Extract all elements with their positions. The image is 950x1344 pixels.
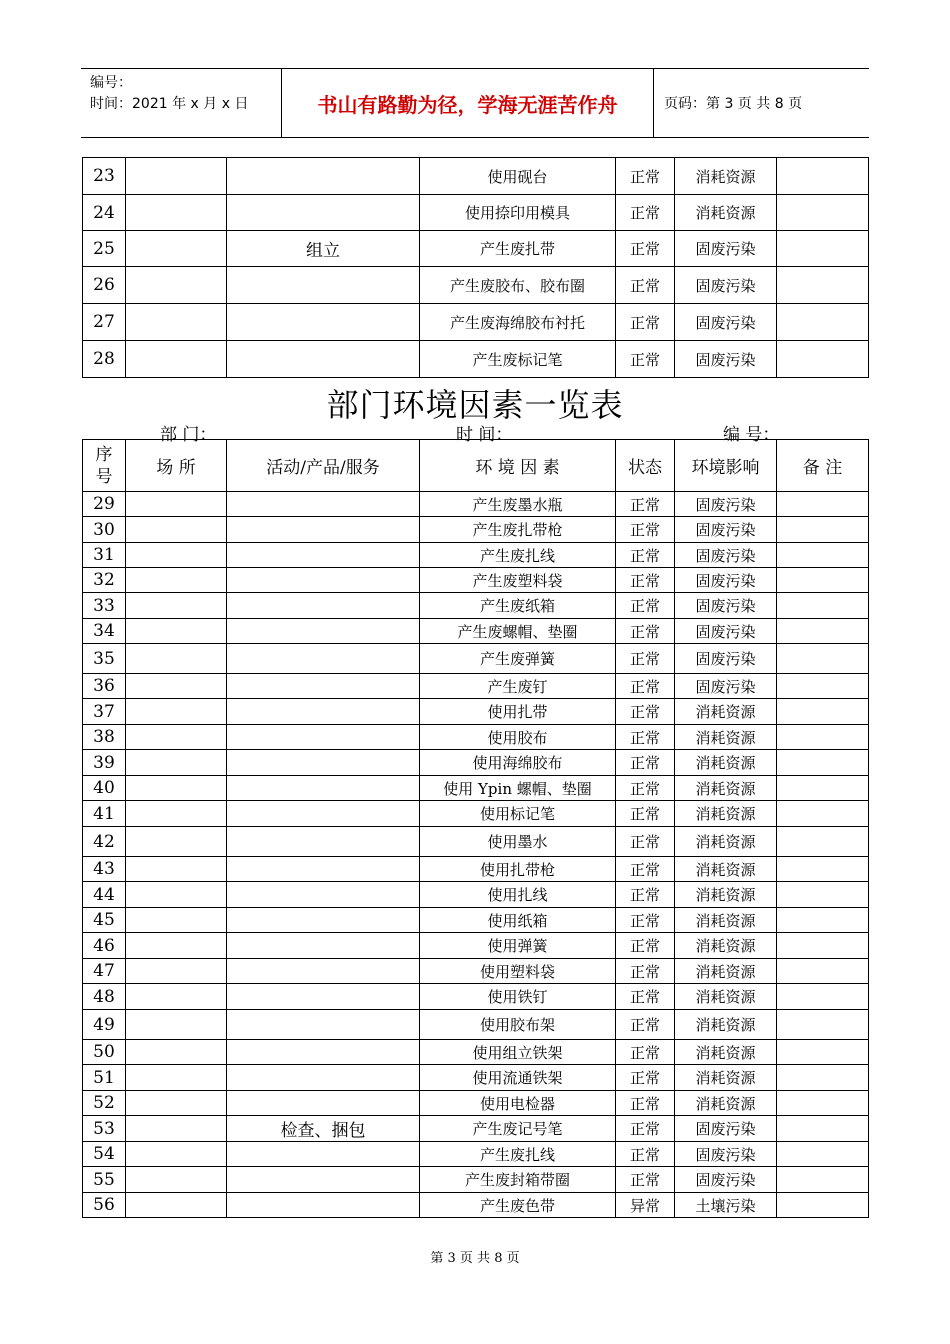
row-impact: 消耗资源 [675, 776, 777, 801]
row-impact: 固废污染 [675, 517, 777, 543]
row-status: 正常 [616, 801, 675, 827]
row-status: 正常 [616, 267, 675, 304]
row-factor: 使用扎线 [420, 882, 616, 908]
row-activity [227, 341, 420, 378]
row-status: 正常 [616, 1040, 675, 1065]
row-number: 56 [83, 1193, 126, 1218]
row-number: 24 [83, 195, 126, 231]
row-impact: 固废污染 [675, 492, 777, 517]
row-number: 50 [83, 1040, 126, 1065]
row-place [126, 644, 227, 674]
table-row [83, 1091, 869, 1116]
row-number: 43 [83, 857, 126, 882]
row-impact: 消耗资源 [675, 827, 777, 857]
row-activity [227, 619, 420, 644]
table-row [83, 959, 869, 984]
row-place [126, 158, 227, 195]
row-impact: 消耗资源 [675, 1091, 777, 1116]
row-factor: 产生废色带 [420, 1193, 616, 1218]
row-note [777, 492, 869, 517]
row-status: 正常 [616, 882, 675, 908]
row-status: 正常 [616, 1065, 675, 1091]
row-number: 55 [83, 1167, 126, 1193]
row-number: 32 [83, 568, 126, 593]
row-note [777, 543, 869, 568]
page-title: 部门环境因素一览表 [326, 386, 624, 424]
row-status: 正常 [616, 304, 675, 341]
row-activity [227, 933, 420, 959]
row-impact: 固废污染 [675, 1116, 777, 1142]
table-row [83, 619, 869, 644]
row-activity [227, 908, 420, 933]
row-note [777, 304, 869, 341]
row-factor: 产生废螺帽、垫圈 [420, 619, 616, 644]
row-note [777, 619, 869, 644]
row-factor: 产生废扎线 [420, 543, 616, 568]
row-factor: 产生废扎线 [420, 1142, 616, 1167]
row-impact: 消耗资源 [675, 195, 777, 231]
row-activity [227, 750, 420, 776]
row-status: 正常 [616, 933, 675, 959]
row-place [126, 619, 227, 644]
row-activity [227, 568, 420, 593]
row-note [777, 568, 869, 593]
row-impact: 消耗资源 [675, 959, 777, 984]
row-impact: 土壤污染 [675, 1193, 777, 1218]
row-number: 39 [83, 750, 126, 776]
row-place [126, 674, 227, 699]
row-impact: 固废污染 [675, 341, 777, 378]
row-note [777, 1142, 869, 1167]
row-number: 34 [83, 619, 126, 644]
row-factor: 产生废标记笔 [420, 341, 616, 378]
row-impact: 消耗资源 [675, 984, 777, 1010]
row-place [126, 195, 227, 231]
row-status: 正常 [616, 619, 675, 644]
table-row [83, 933, 869, 959]
row-activity [227, 593, 420, 619]
header-factor: 环 境 因 素 [420, 440, 616, 492]
row-number: 33 [83, 593, 126, 619]
row-factor: 使用墨水 [420, 827, 616, 857]
row-activity [227, 699, 420, 725]
row-number: 40 [83, 776, 126, 801]
row-status: 正常 [616, 908, 675, 933]
row-note [777, 644, 869, 674]
page-footer: 第 3 页 共 8 页 [430, 1251, 520, 1266]
row-activity [227, 158, 420, 195]
row-note [777, 1010, 869, 1040]
row-place [126, 231, 227, 267]
row-number: 28 [83, 341, 126, 378]
row-note [777, 959, 869, 984]
row-note [777, 517, 869, 543]
row-activity: 检查、捆包 [227, 1116, 420, 1142]
row-number: 51 [83, 1065, 126, 1091]
row-activity [227, 959, 420, 984]
row-activity [227, 882, 420, 908]
row-status: 正常 [616, 1142, 675, 1167]
row-note [777, 341, 869, 378]
row-status: 正常 [616, 959, 675, 984]
row-factor: 使用砚台 [420, 158, 616, 195]
row-activity [227, 304, 420, 341]
row-factor: 使用流通铁架 [420, 1065, 616, 1091]
row-note [777, 1040, 869, 1065]
row-status: 正常 [616, 1116, 675, 1142]
row-status: 正常 [616, 827, 675, 857]
row-factor: 产生废海绵胶布衬托 [420, 304, 616, 341]
table-row [83, 517, 869, 543]
table-row [83, 801, 869, 827]
page-header [81, 68, 869, 138]
row-place [126, 593, 227, 619]
row-number: 27 [83, 304, 126, 341]
row-impact: 消耗资源 [675, 933, 777, 959]
table-row [83, 1010, 869, 1040]
row-status: 正常 [616, 750, 675, 776]
row-place [126, 341, 227, 378]
table-row [83, 158, 869, 195]
row-status: 正常 [616, 341, 675, 378]
row-place [126, 492, 227, 517]
row-factor: 产生废胶布、胶布圈 [420, 267, 616, 304]
row-place [126, 1010, 227, 1040]
row-note [777, 857, 869, 882]
table-row [83, 1065, 869, 1091]
table-row [83, 304, 869, 341]
row-note [777, 933, 869, 959]
row-number: 25 [83, 231, 126, 267]
table-row [83, 1040, 869, 1065]
row-place [126, 984, 227, 1010]
row-place [126, 1040, 227, 1065]
row-place [126, 933, 227, 959]
row-impact: 固废污染 [675, 1167, 777, 1193]
row-activity [227, 1040, 420, 1065]
row-note [777, 1065, 869, 1091]
row-activity [227, 1167, 420, 1193]
row-status: 正常 [616, 1091, 675, 1116]
row-status: 异常 [616, 1193, 675, 1218]
row-activity [227, 1065, 420, 1091]
row-number: 31 [83, 543, 126, 568]
table-row [83, 195, 869, 231]
row-factor: 使用电检器 [420, 1091, 616, 1116]
row-note [777, 699, 869, 725]
table-row [83, 882, 869, 908]
row-status: 正常 [616, 984, 675, 1010]
row-place [126, 517, 227, 543]
row-note [777, 827, 869, 857]
row-place [126, 1167, 227, 1193]
row-factor: 使用塑料袋 [420, 959, 616, 984]
date-label: 时间：2021 年 x 月 x 日 [90, 96, 249, 112]
number-label: 编号： [90, 75, 132, 91]
row-note [777, 725, 869, 750]
row-impact: 消耗资源 [675, 725, 777, 750]
table-row [83, 827, 869, 857]
row-number: 49 [83, 1010, 126, 1040]
row-impact: 固废污染 [675, 231, 777, 267]
row-number: 36 [83, 674, 126, 699]
row-impact: 固废污染 [675, 1142, 777, 1167]
row-impact: 消耗资源 [675, 801, 777, 827]
row-place [126, 267, 227, 304]
row-number: 47 [83, 959, 126, 984]
row-status: 正常 [616, 568, 675, 593]
row-note [777, 1091, 869, 1116]
row-note [777, 776, 869, 801]
row-status: 正常 [616, 1010, 675, 1040]
row-impact: 固废污染 [675, 619, 777, 644]
table-row [83, 674, 869, 699]
header-motto: 书山有路勤为径，学海无涯苦作舟 [281, 69, 654, 137]
row-note [777, 882, 869, 908]
row-impact: 消耗资源 [675, 908, 777, 933]
row-place [126, 304, 227, 341]
table-header-row [83, 440, 869, 492]
table-row [83, 857, 869, 882]
header-note: 备 注 [777, 440, 869, 492]
table-row [83, 341, 869, 378]
row-impact: 消耗资源 [675, 158, 777, 195]
table-row [83, 568, 869, 593]
row-impact: 固废污染 [675, 593, 777, 619]
row-note [777, 908, 869, 933]
row-status: 正常 [616, 857, 675, 882]
row-activity [227, 195, 420, 231]
row-number: 45 [83, 908, 126, 933]
row-place [126, 725, 227, 750]
row-impact: 固废污染 [675, 267, 777, 304]
dept-label: 部 门： [160, 425, 217, 445]
row-impact: 消耗资源 [675, 1010, 777, 1040]
table-row [83, 908, 869, 933]
row-status: 正常 [616, 1167, 675, 1193]
row-activity [227, 1091, 420, 1116]
row-impact: 消耗资源 [675, 1040, 777, 1065]
row-note [777, 593, 869, 619]
row-activity [227, 674, 420, 699]
row-activity [227, 725, 420, 750]
header-activity: 活动/产品/服务 [227, 440, 420, 492]
table-row [83, 1142, 869, 1167]
table-row [83, 231, 869, 267]
row-note [777, 158, 869, 195]
factor-table-continued [82, 157, 869, 378]
row-place [126, 801, 227, 827]
row-activity [227, 827, 420, 857]
row-note [777, 1193, 869, 1218]
row-impact: 消耗资源 [675, 750, 777, 776]
table-row [83, 699, 869, 725]
row-place [126, 750, 227, 776]
row-activity: 组立 [227, 231, 420, 267]
row-activity [227, 1010, 420, 1040]
row-place [126, 959, 227, 984]
time-label: 时 间： [456, 425, 513, 445]
row-status: 正常 [616, 776, 675, 801]
row-factor: 使用纸箱 [420, 908, 616, 933]
page-number-label: 页码：第 3 页 共 8 页 [664, 96, 803, 112]
row-place [126, 908, 227, 933]
row-status: 正常 [616, 674, 675, 699]
row-factor: 使用扎带枪 [420, 857, 616, 882]
row-impact: 固废污染 [675, 304, 777, 341]
row-activity [227, 492, 420, 517]
row-impact: 固废污染 [675, 674, 777, 699]
row-place [126, 543, 227, 568]
row-place [126, 776, 227, 801]
row-place [126, 568, 227, 593]
row-status: 正常 [616, 593, 675, 619]
row-factor: 产生废记号笔 [420, 1116, 616, 1142]
table-row [83, 1167, 869, 1193]
row-note [777, 984, 869, 1010]
row-impact: 消耗资源 [675, 882, 777, 908]
row-factor: 产生废墨水瓶 [420, 492, 616, 517]
row-note [777, 750, 869, 776]
table-row [83, 984, 869, 1010]
header-impact: 环境影响 [675, 440, 777, 492]
row-number: 46 [83, 933, 126, 959]
row-note [777, 1167, 869, 1193]
row-factor: 使用胶布架 [420, 1010, 616, 1040]
row-place [126, 882, 227, 908]
table-row [83, 593, 869, 619]
row-status: 正常 [616, 158, 675, 195]
table-row [83, 776, 869, 801]
row-factor: 使用扎带 [420, 699, 616, 725]
header-no: 序号 [83, 440, 126, 492]
row-number: 30 [83, 517, 126, 543]
row-factor: 产生废纸箱 [420, 593, 616, 619]
row-factor: 产生废扎带枪 [420, 517, 616, 543]
row-place [126, 1116, 227, 1142]
row-number: 54 [83, 1142, 126, 1167]
row-number: 42 [83, 827, 126, 857]
row-status: 正常 [616, 492, 675, 517]
row-status: 正常 [616, 644, 675, 674]
row-status: 正常 [616, 699, 675, 725]
row-number: 44 [83, 882, 126, 908]
row-number: 53 [83, 1116, 126, 1142]
row-note [777, 267, 869, 304]
row-impact: 消耗资源 [675, 1065, 777, 1091]
row-place [126, 1142, 227, 1167]
row-note [777, 1116, 869, 1142]
row-factor: 使用胶布 [420, 725, 616, 750]
table-row [83, 267, 869, 304]
row-factor: 使用铁钉 [420, 984, 616, 1010]
row-number: 26 [83, 267, 126, 304]
row-number: 52 [83, 1091, 126, 1116]
row-activity [227, 776, 420, 801]
row-activity [227, 543, 420, 568]
row-note [777, 674, 869, 699]
row-note [777, 195, 869, 231]
row-activity [227, 1142, 420, 1167]
row-number: 41 [83, 801, 126, 827]
row-place [126, 827, 227, 857]
row-factor: 产生废封箱带圈 [420, 1167, 616, 1193]
row-impact: 固废污染 [675, 568, 777, 593]
table-row [83, 750, 869, 776]
row-note [777, 231, 869, 267]
row-activity [227, 984, 420, 1010]
row-status: 正常 [616, 517, 675, 543]
factor-table [82, 439, 869, 1218]
header-meta [81, 69, 281, 137]
row-impact: 固废污染 [675, 644, 777, 674]
row-factor: 产生废扎带 [420, 231, 616, 267]
row-number: 35 [83, 644, 126, 674]
row-factor: 使用海绵胶布 [420, 750, 616, 776]
row-factor: 使用捺印用模具 [420, 195, 616, 231]
row-status: 正常 [616, 231, 675, 267]
table-row [83, 1193, 869, 1218]
row-factor: 使用弹簧 [420, 933, 616, 959]
header-status: 状态 [616, 440, 675, 492]
row-number: 23 [83, 158, 126, 195]
number-field-label: 编 号： [723, 425, 780, 445]
row-activity [227, 644, 420, 674]
row-activity [227, 517, 420, 543]
row-note [777, 801, 869, 827]
row-factor: 产生废弹簧 [420, 644, 616, 674]
row-factor: 使用标记笔 [420, 801, 616, 827]
row-number: 29 [83, 492, 126, 517]
table-row [83, 725, 869, 750]
row-impact: 固废污染 [675, 543, 777, 568]
row-activity [227, 857, 420, 882]
row-activity [227, 1193, 420, 1218]
row-number: 38 [83, 725, 126, 750]
row-place [126, 1091, 227, 1116]
row-factor: 使用组立铁架 [420, 1040, 616, 1065]
table-row [83, 492, 869, 517]
row-factor: 产生废钉 [420, 674, 616, 699]
row-number: 37 [83, 699, 126, 725]
row-impact: 消耗资源 [675, 699, 777, 725]
header-place: 场 所 [126, 440, 227, 492]
row-number: 48 [83, 984, 126, 1010]
row-activity [227, 267, 420, 304]
row-status: 正常 [616, 543, 675, 568]
row-impact: 消耗资源 [675, 857, 777, 882]
row-activity [227, 801, 420, 827]
table-row [83, 1116, 869, 1142]
row-place [126, 1193, 227, 1218]
row-place [126, 1065, 227, 1091]
row-factor: 使用 Ypin 螺帽、垫圈 [420, 776, 616, 801]
table-row [83, 644, 869, 674]
row-place [126, 857, 227, 882]
row-status: 正常 [616, 725, 675, 750]
table-row [83, 543, 869, 568]
row-factor: 产生废塑料袋 [420, 568, 616, 593]
row-status: 正常 [616, 195, 675, 231]
row-place [126, 699, 227, 725]
